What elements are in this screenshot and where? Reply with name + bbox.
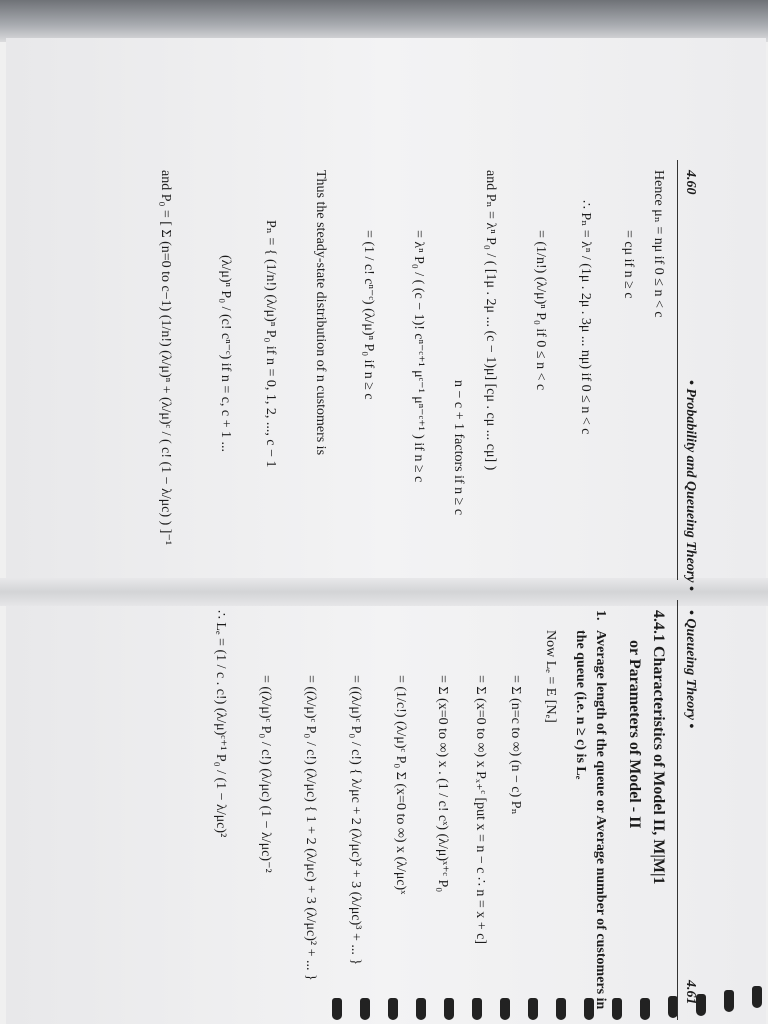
left-line-8: = (1 / c! cⁿ⁻ᶜ) (λ/μ)ⁿ P₀ if n ≥ c (361, 230, 376, 400)
right-header-title: • Queueing Theory • (683, 610, 698, 729)
right-line-5: = (1/c!) (λ/μ)ᶜ P₀ Σ (x=0 to ∞) x (λ/μc)ˣ (393, 675, 408, 895)
right-header-rule (677, 600, 678, 1020)
right-line-6: = ((λ/μ)ᶜ P₀ / c!) { λ/μc + 2 (λ/μc)² + 3 (λ/μc)³ + ... } (348, 675, 363, 966)
left-line-2: = cμ if n ≥ c (621, 230, 636, 299)
section-title: 4.4.1 Characteristics of Model II, M|M|1 (650, 610, 667, 885)
left-line-3: ∴ Pₙ = λⁿ / (1μ . 2μ . 3μ ... nμ) if 0 ≤ n < c (578, 200, 593, 435)
right-line-9: ∴ Lₑ = (1 / c . c!) (λ/μ)ᶜ⁺¹ P₀ / (1 − λ/μc)² (213, 610, 228, 838)
left-line-10: Pₙ = { (1/n!) (λ/μ)ⁿ P₀ if n = 0, 1, 2, ..., c − 1 (263, 220, 278, 468)
right-line-8: = ((λ/μ)ᶜ P₀ / c!) (λ/μc) (1 − λ/μc)⁻² (258, 675, 273, 873)
item-number: 1. (593, 610, 608, 621)
right-page-number: 4.61 (683, 980, 698, 1005)
left-line-11: (λ/μ)ⁿ P₀ / (c! cⁿ⁻ᶜ) if n = c, c + 1 ... (218, 255, 233, 453)
left-header-title: • Probability and Queueing Theory • (683, 380, 698, 591)
left-header-rule (677, 160, 678, 580)
right-line-2: = Σ (n=c to ∞) (n − c) Pₙ (508, 675, 523, 815)
right-page (100, 600, 700, 1020)
item-title: Average length of the queue or Average number of customers in the queue (i.e. n ≥ c) is Lₑ (572, 630, 608, 1010)
left-line-1: Hence μₙ = nμ if 0 ≤ n < c (651, 170, 666, 318)
page-top-shadow (0, 0, 768, 42)
left-page (100, 160, 700, 591)
section-subtitle: or Parameters of Model - II (626, 640, 643, 829)
right-line-1: Now Lₑ = E [Nₑ] (543, 630, 558, 723)
left-line-4: = (1/n!) (λ/μ)ⁿ P₀ if 0 ≤ n < c (533, 230, 548, 391)
right-line-3: = Σ (x=0 to ∞) x Pₓ₊ᶜ [put x = n − c ∴ n = x + c] (473, 675, 488, 945)
left-line-5: and Pₙ = λⁿ P₀ / ( [1μ . 2μ ... (c − 1)μ] [cμ . cμ ... cμ] ) (483, 170, 498, 471)
left-page-number: 4.60 (683, 170, 698, 195)
right-line-4: = Σ (x=0 to ∞) x . (1 / c! cˣ) (λ/μ)ˣ⁺ᶜ P₀ (435, 675, 450, 893)
right-line-7: = ((λ/μ)ᶜ P₀ / c!) (λ/μc) { 1 + 2 (λ/μc) + 3 (λ/μc)² + ... } (303, 675, 318, 981)
left-line-6: n − c + 1 factors if n ≥ c (451, 380, 466, 516)
left-line-12: and P₀ = [ Σ (n=0 to c−1) (1/n!) (λ/μ)ⁿ + (λ/μ)ᶜ / ( c! (1 − λ/μc) ) ]⁻¹ (158, 170, 173, 546)
left-line-9: Thus the steady-state distribution of n customers is (313, 170, 328, 456)
left-line-7: = λⁿ P₀ / ( (c − 1)! cⁿ⁻ᶜ⁺¹ μᶜ⁻¹ μⁿ⁻ᶜ⁺¹ ) if n ≥ c (411, 230, 426, 483)
